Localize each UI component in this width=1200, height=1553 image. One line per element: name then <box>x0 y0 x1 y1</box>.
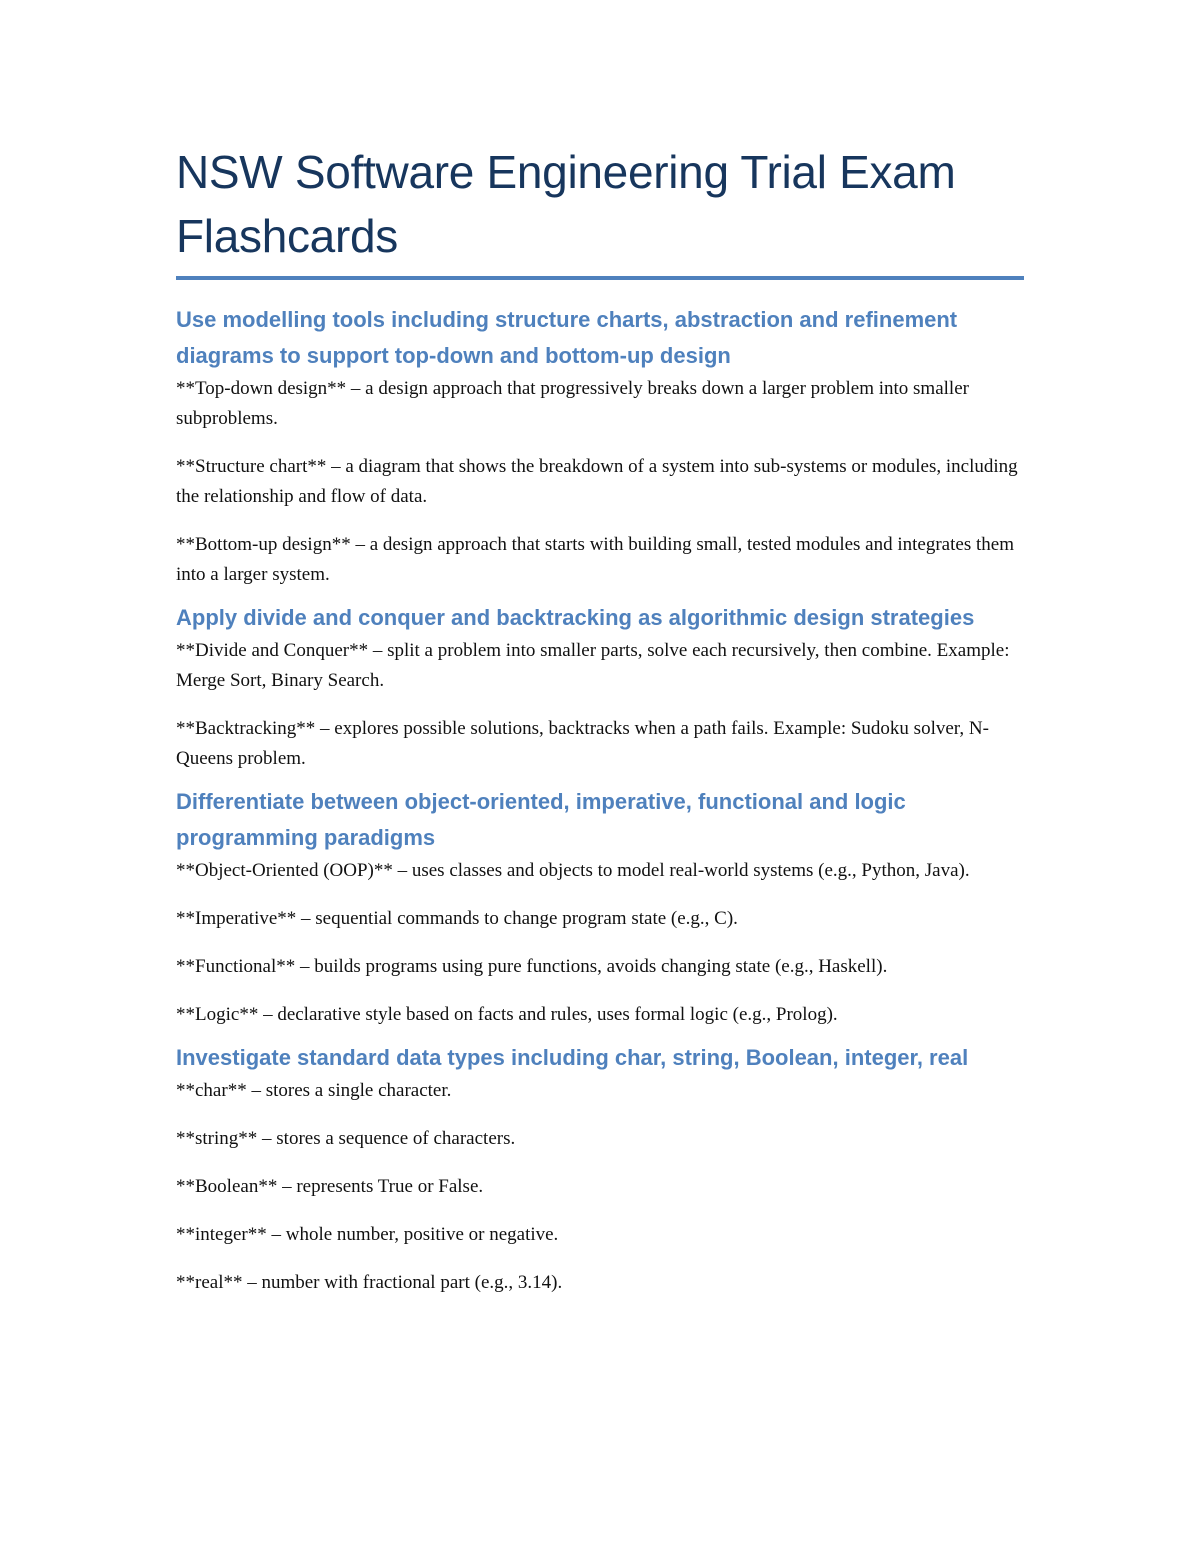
flashcard-char: **char** – stores a single character. <box>176 1080 452 1101</box>
flashcard-boolean: **Boolean** – represents True or False. <box>176 1176 484 1197</box>
document-page <box>176 140 1026 1308</box>
title-divider <box>176 276 1024 280</box>
flashcard-imperative: **Imperative** – sequential commands to change program state (e.g., C). <box>176 908 738 929</box>
section-heading: Investigate standard data types including char, string, Boolean, integer, real <box>176 1045 969 1070</box>
flashcard-backtracking: **Backtracking** – explores possible solutions, backtracks when a path fails. Example: Sudoku solver, N-Queens problem. <box>176 718 989 769</box>
flashcard-real: **real** – number with fractional part (e.g., 3.14). <box>176 1272 563 1293</box>
flashcard-string: **string** – stores a sequence of characters. <box>176 1128 516 1149</box>
section-heading: Differentiate between object-oriented, imperative, functional and logic programming paradigms <box>176 789 906 850</box>
flashcard-logic: **Logic** – declarative style based on facts and rules, uses formal logic (e.g., Prolog). <box>176 1004 838 1025</box>
flashcard-functional: **Functional** – builds programs using pure functions, avoids changing state (e.g., Haskell). <box>176 956 888 977</box>
section-heading: Apply divide and conquer and backtracking as algorithmic design strategies <box>176 605 975 630</box>
flashcard-integer: **integer** – whole number, positive or negative. <box>176 1224 559 1245</box>
section-heading: Use modelling tools including structure charts, abstraction and refinement diagrams to support top-down and bottom-up design <box>176 307 958 368</box>
page-title: NSW Software Engineering Trial Exam Flashcards <box>176 146 956 262</box>
flashcard-structure-chart: **Structure chart** – a diagram that shows the breakdown of a system into sub-systems or modules, including the relationship and flow of data. <box>176 456 1018 507</box>
flashcard-top-down-design: **Top-down design** – a design approach that progressively breaks down a larger problem into smaller subproblems. <box>176 378 969 429</box>
flashcard-object-oriented: **Object-Oriented (OOP)** – uses classes and objects to model real-world systems (e.g., Python, Java). <box>176 860 970 881</box>
flashcard-bottom-up-design: **Bottom-up design** – a design approach that starts with building small, tested modules and integrates them into a larger system. <box>176 534 1014 585</box>
section-data-types <box>176 1040 1026 1298</box>
section-algorithmic-strategies <box>176 600 1026 774</box>
section-programming-paradigms <box>176 784 1026 1030</box>
section-modelling-tools <box>176 302 1026 590</box>
flashcard-divide-and-conquer: **Divide and Conquer** – split a problem into smaller parts, solve each recursively, then combine. Example: Merge Sort, Binary Search. <box>176 640 1010 691</box>
